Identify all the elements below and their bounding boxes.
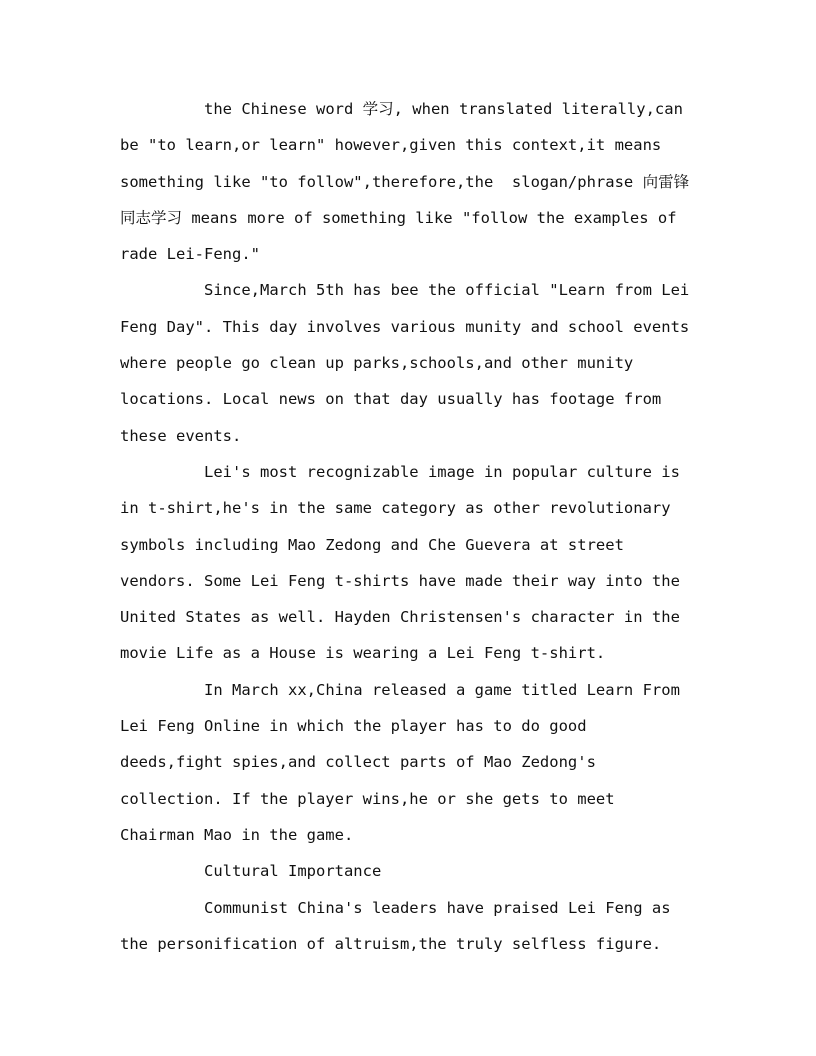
text-line: Chairman Mao in the game.: [120, 825, 354, 844]
text-line: In March xx,China released a game titled Learn From: [204, 680, 680, 699]
text-line: 同志学习 means more of something like "follow the examples of: [120, 208, 677, 227]
text-line: United States as well. Hayden Christensen's character in the: [120, 608, 680, 627]
text-line: Feng Day". This day involves various munity and school events: [120, 317, 690, 336]
text-line: Lei Feng Online in which the player has to do good: [120, 717, 587, 736]
text-line: collection. If the player wins,he or she gets to meet: [120, 789, 615, 808]
text-line: symbols including Mao Zedong and Che Guevera at street: [120, 535, 624, 554]
text-line: Communist China's leaders have praised Lei Feng as: [204, 898, 671, 917]
text-line: where people go clean up parks,schools,and other munity: [120, 354, 634, 373]
text-line: in t-shirt,he's in the same category as other revolutionary: [120, 499, 671, 518]
section-heading: Cultural Importance: [204, 862, 382, 881]
text-line: Lei's most recognizable image in popular culture is: [204, 462, 680, 481]
text-line: the Chinese word 学习, when translated literally,can: [204, 100, 683, 118]
text-line: movie Life as a House is wearing a Lei Feng t-shirt.: [120, 644, 606, 663]
text-line: something like "to follow",therefore,the slogan/phrase 向雷锋: [120, 172, 690, 191]
text-line: the personification of altruism,the truly selfless figure.: [120, 934, 662, 953]
text-line: locations. Local news on that day usually has footage from: [120, 390, 662, 409]
text-line: rade Lei-Feng.": [120, 245, 260, 264]
text-line: deeds,fight spies,and collect parts of Mao Zedong's: [120, 753, 596, 772]
text-line: Since,March 5th has bee the official "Learn from Lei: [204, 281, 690, 300]
text-line: these events.: [120, 426, 242, 445]
document-body: [120, 91, 692, 962]
text-line: vendors. Some Lei Feng t-shirts have made their way into the: [120, 571, 680, 590]
text-line: be "to learn,or learn" however,given this context,it means: [120, 136, 662, 155]
